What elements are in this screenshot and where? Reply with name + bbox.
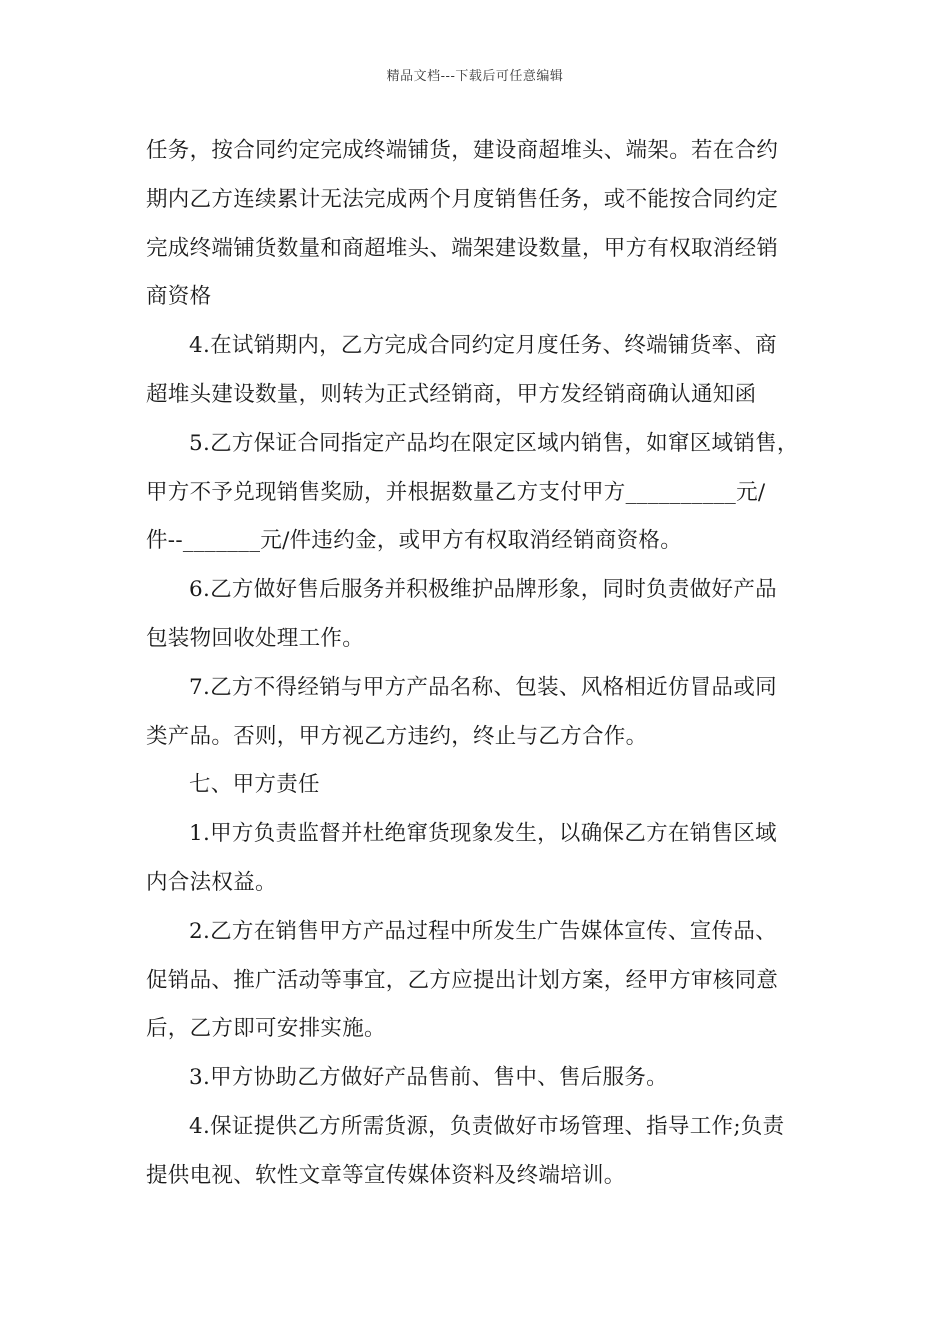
text-line: 后，乙方即可安排实施。 xyxy=(146,1016,386,1042)
paragraph-start-line: 4.在试销期内，乙方完成合同约定月度任务、终端铺货率、商 xyxy=(189,333,777,359)
text-line: 商资格 xyxy=(146,284,212,310)
text-line: 件--_______元/件违约金，或甲方有权取消经销商资格。 xyxy=(146,528,683,554)
text-line: 包装物回收处理工作。 xyxy=(146,625,365,651)
paragraph-start-line: 2.乙方在销售甲方产品过程中所发生广告媒体宣传、宣传品、 xyxy=(189,918,777,944)
text-line: 完成终端铺货数量和商超堆头、端架建设数量，甲方有权取消经销 xyxy=(146,235,779,261)
paragraph-start-line: 5.乙方保证合同指定产品均在限定区域内销售，如窜区域销售， xyxy=(189,430,799,456)
text-line: 类产品。否则，甲方视乙方违约，终止与乙方合作。 xyxy=(146,723,648,749)
text-line: 促销品、推广活动等事宜，乙方应提出计划方案，经甲方审核同意 xyxy=(146,967,779,993)
document-body xyxy=(146,127,826,1201)
paragraph-start-line: 1.甲方负责监督并杜绝窜货现象发生，以确保乙方在销售区域 xyxy=(189,821,777,847)
text-line: 甲方不予兑现销售奖励，并根据数量乙方支付甲方__________元/ xyxy=(146,479,766,505)
paragraph-start-line: 4.保证提供乙方所需货源，负责做好市场管理、指导工作;负责 xyxy=(189,1113,785,1139)
text-line: 提供电视、软性文章等宣传媒体资料及终端培训。 xyxy=(146,1162,626,1188)
text-line: 期内乙方连续累计无法完成两个月度销售任务，或不能按合同约定 xyxy=(146,186,779,212)
page-header: 精品文档---下载后可任意编辑 xyxy=(386,69,564,84)
text-line: 超堆头建设数量，则转为正式经销商，甲方发经销商确认通知函 xyxy=(146,381,757,407)
paragraph-start-line: 7.乙方不得经销与甲方产品名称、包装、风格相近仿冒品或同 xyxy=(189,674,777,700)
section-heading: 七、甲方责任 xyxy=(189,772,320,798)
paragraph-start-line: 6.乙方做好售后服务并积极维护品牌形象，同时负责做好产品 xyxy=(189,577,777,603)
text-line: 内合法权益。 xyxy=(146,869,277,895)
text-line: 任务，按合同约定完成终端铺货，建设商超堆头、端架。若在合约 xyxy=(146,138,779,163)
paragraph-start-line: 3.甲方协助乙方做好产品售前、售中、售后服务。 xyxy=(189,1065,668,1091)
